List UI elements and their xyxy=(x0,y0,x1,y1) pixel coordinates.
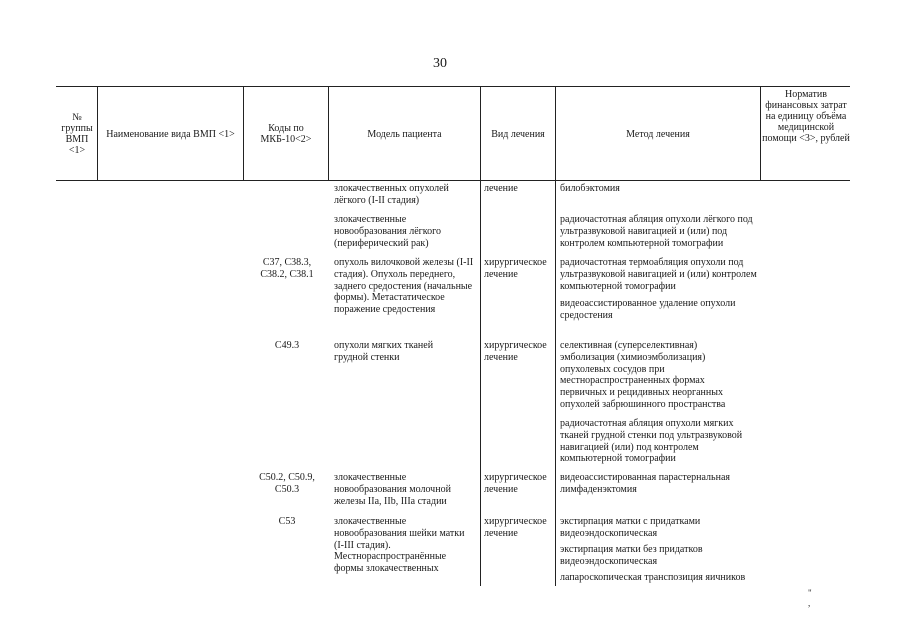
column-divider-4 xyxy=(480,86,481,586)
row1-treatment-type: лечение xyxy=(484,183,518,194)
header-group-number: № группы ВМП <1> xyxy=(61,112,93,156)
column-divider-2 xyxy=(243,86,244,180)
row2-patient-model: злокачественные новообразования лёгкого (периферический рак) xyxy=(334,214,441,249)
row4-treatment-method-2: радиочастотная абляция опухоли мягких тканей грудной стенки под ультразвуковой навигацией (или) под контролем компьютерной томографии xyxy=(560,418,743,465)
row5-icd-codes: C50.2, C50.9, C50.3 xyxy=(259,472,315,495)
row3-icd-codes: C37, C38.3, C38.2, C38.1 xyxy=(260,257,314,280)
row4-patient-model: опухоли мягких тканей грудной стенки xyxy=(334,340,434,363)
row1-treatment-method: билобэктомия xyxy=(560,183,620,194)
row4-icd-codes: C49.3 xyxy=(274,340,300,351)
header-patient-model: Модель пациента xyxy=(367,129,442,140)
column-divider-6 xyxy=(760,86,761,180)
row3-treatment-method-1: радиочастотная термоабляция опухоли под ультразвуковой навигацией и (или) контролем компьютерной томографии xyxy=(560,257,757,292)
column-divider-1 xyxy=(97,86,98,180)
table-header-bottom-border xyxy=(56,180,850,181)
row6-treatment-type: хирургическое лечение xyxy=(484,516,547,539)
row6-icd-codes: C53 xyxy=(278,516,296,527)
row3-treatment-method-2: видеоассистированное удаление опухоли средостения xyxy=(560,298,736,321)
row5-treatment-method: видеоассистированная парастернальная лимфаденэктомия xyxy=(560,472,730,495)
header-vmp-name: Наименование вида ВМП <1> xyxy=(106,129,235,140)
row6-treatment-method-3: лапароскопическая транспозиция яичников xyxy=(560,572,746,583)
column-divider-5 xyxy=(555,86,556,586)
footer-marks: " , xyxy=(808,588,846,608)
row4-treatment-method-1: селективная (суперселективная) эмболизация (химиоэмболизация) опухолевых сосудов при местнораспространенных формах первичных и рецидивных неорганных опухолей забрюшинного пространства xyxy=(560,340,726,410)
row3-patient-model: опухоль вилочковой железы (I-II стадия). Опухоль переднего, заднего средостения (начальные формы). Метастатическое поражение средостения xyxy=(334,257,474,316)
row2-treatment-method: радиочастотная абляция опухоли лёгкого под ультразвуковой навигацией и (или) под контролем компьютерной томографии xyxy=(560,214,753,249)
row6-treatment-method-2: экстирпация матки без придатков видеоэндоскопическая xyxy=(560,544,703,567)
page-number: 30 xyxy=(433,56,447,71)
row3-treatment-type: хирургическое лечение xyxy=(484,257,547,280)
row5-treatment-type: хирургическое лечение xyxy=(484,472,547,495)
row6-treatment-method-1: экстирпация матки с придатками видеоэндоскопическая xyxy=(560,516,701,539)
table-top-border xyxy=(56,86,850,87)
row6-patient-model: злокачественные новообразования шейки матки (I-III стадия). Местнораспространённые формы злокачественных xyxy=(334,516,465,575)
row5-patient-model: злокачественные новообразования молочной железы IIa, IIb, IIIa стадии xyxy=(334,472,451,507)
header-treatment-method: Метод лечения xyxy=(626,129,690,140)
column-divider-3 xyxy=(328,86,329,180)
header-cost-norm: Норматив финансовых затрат на единицу объёма медицинской помощи <3>, рублей xyxy=(762,89,850,144)
header-icd-codes: Коды по МКБ-10<2> xyxy=(260,123,312,145)
row1-patient-model: злокачественных опухолей лёгкого (I-II стадия) xyxy=(334,183,449,206)
row4-treatment-type: хирургическое лечение xyxy=(484,340,547,363)
header-treatment-type: Вид лечения xyxy=(491,129,545,140)
